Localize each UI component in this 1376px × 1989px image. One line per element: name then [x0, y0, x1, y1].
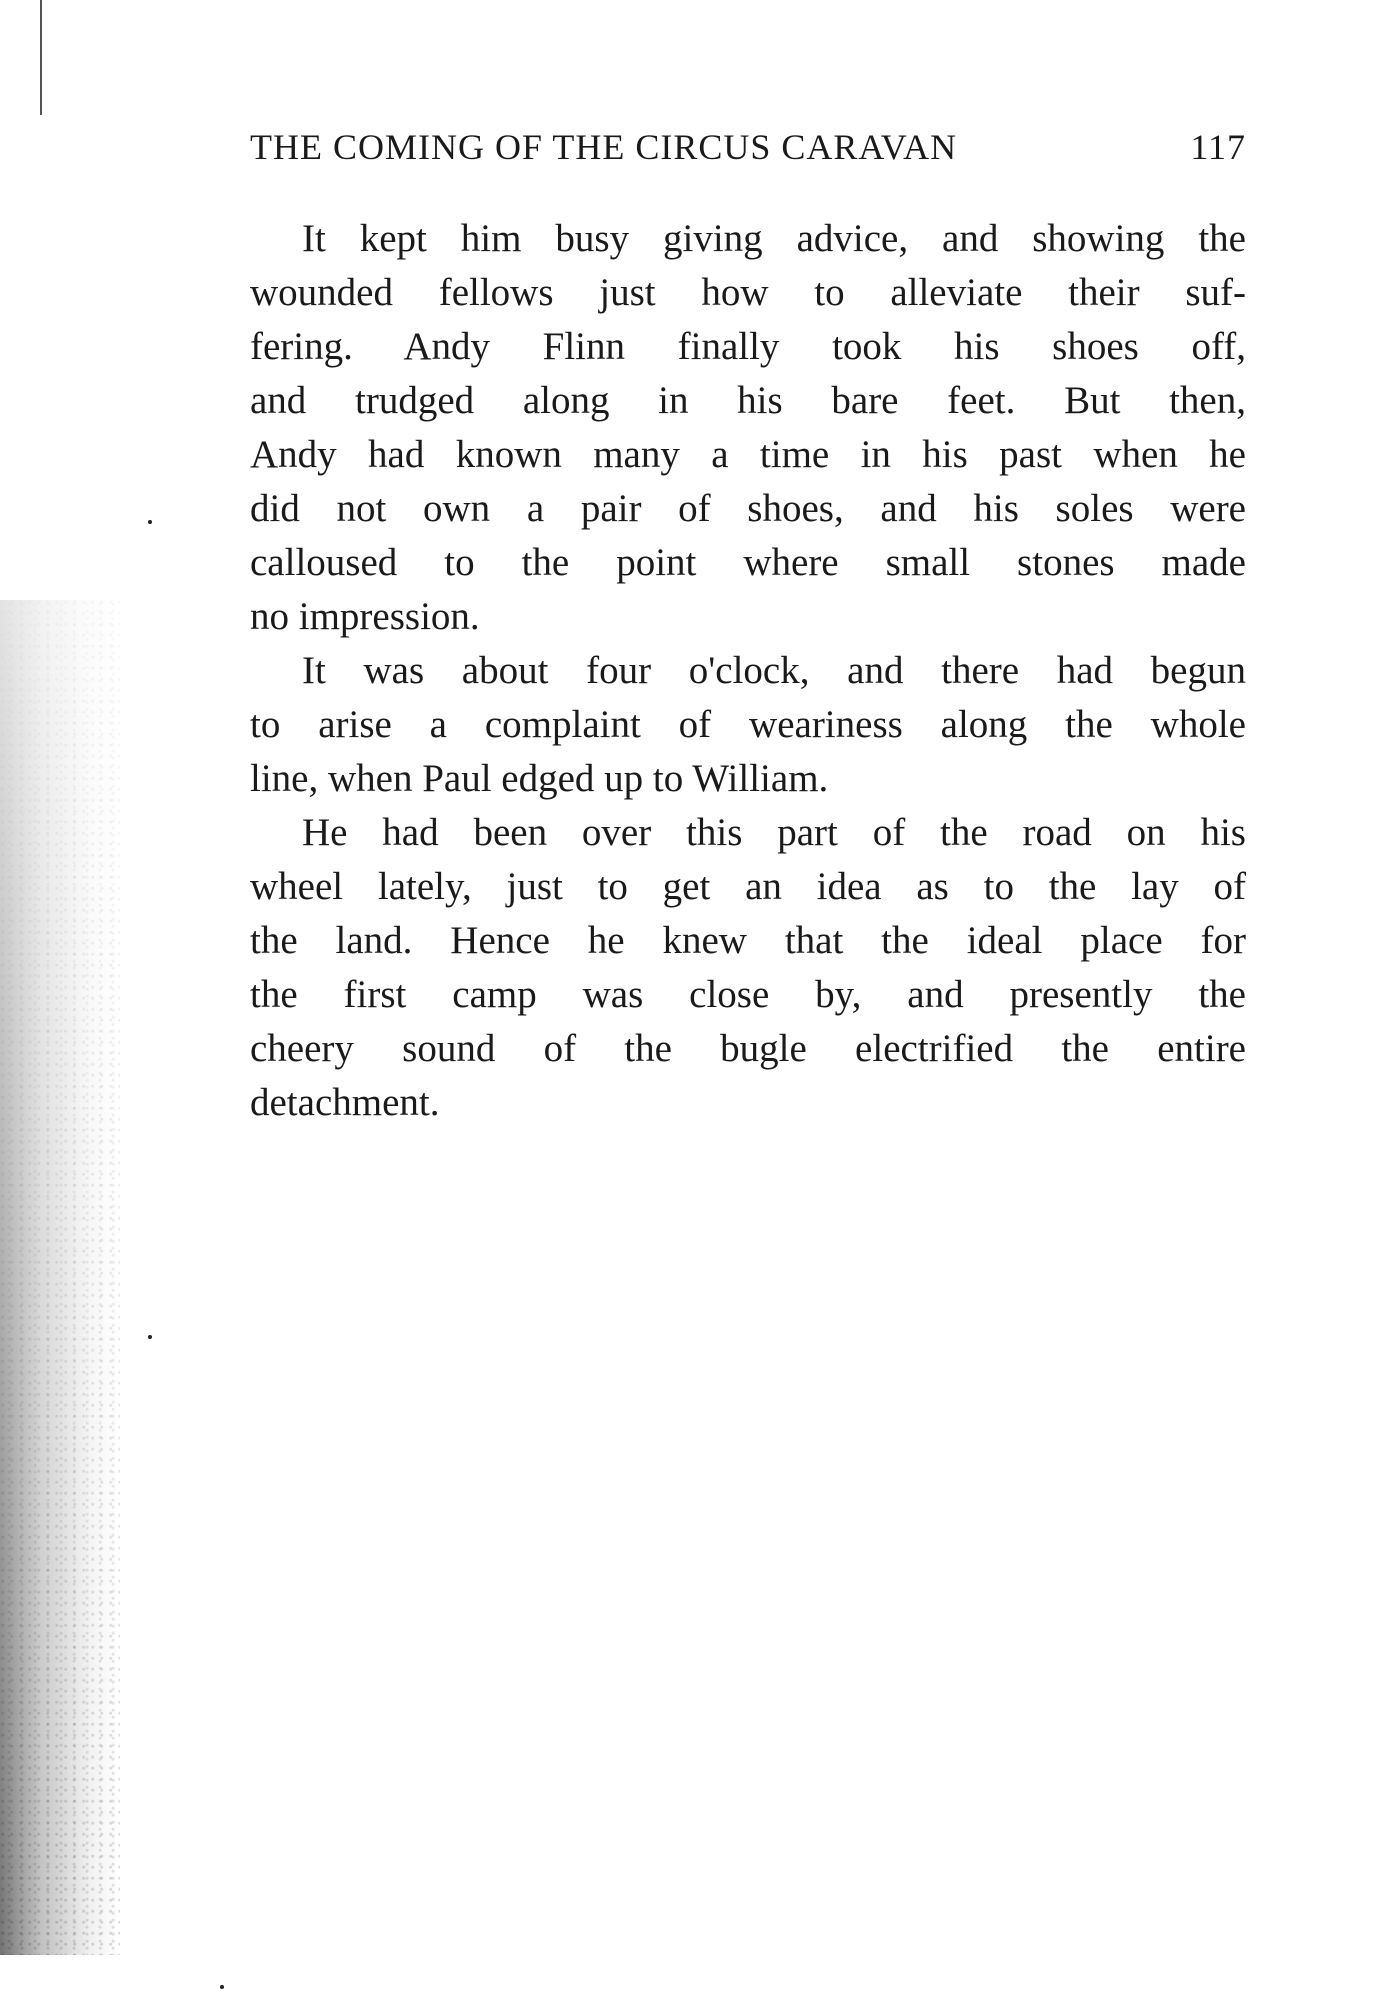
text-line: Andy had known many a time in his past when he	[250, 433, 1246, 476]
paragraph	[250, 644, 1246, 806]
paragraph	[250, 212, 1246, 644]
speck	[148, 520, 152, 524]
text-line: the land. Hence he knew that the ideal place for	[250, 919, 1246, 962]
paragraph	[250, 806, 1246, 1130]
text-line: It kept him busy giving advice, and showing the	[302, 217, 1246, 260]
speck	[148, 1335, 152, 1339]
running-head	[250, 126, 1246, 176]
body-text	[250, 212, 1246, 1130]
text-line: and trudged along in his bare feet. But then,	[250, 379, 1246, 422]
text-line: line, when Paul edged up to William.	[250, 757, 829, 800]
text-line: the first camp was close by, and presently the	[250, 973, 1246, 1016]
text-line: cheery sound of the bugle electrified the entire	[250, 1027, 1246, 1070]
text-line: did not own a pair of shoes, and his soles were	[250, 487, 1246, 530]
text-line: wounded fellows just how to alleviate their suf-	[250, 271, 1246, 314]
text-line: calloused to the point where small stones made	[250, 541, 1246, 584]
text-line: detachment.	[250, 1081, 440, 1124]
text-line: to arise a complaint of weariness along the whole	[250, 703, 1246, 746]
scan-edge-mark	[40, 0, 42, 115]
text-line: fering. Andy Flinn finally took his shoes off,	[250, 325, 1246, 368]
binding-shadow	[0, 600, 120, 1955]
running-head-title: THE COMING OF THE CIRCUS CARAVAN	[250, 127, 958, 167]
page-number: 117	[1190, 127, 1246, 167]
text-line: no impression.	[250, 595, 480, 638]
speck	[220, 1985, 224, 1989]
text-line: It was about four o'clock, and there had begun	[302, 649, 1246, 692]
text-line: He had been over this part of the road on his	[302, 811, 1246, 854]
text-line: wheel lately, just to get an idea as to the lay of	[250, 865, 1246, 908]
